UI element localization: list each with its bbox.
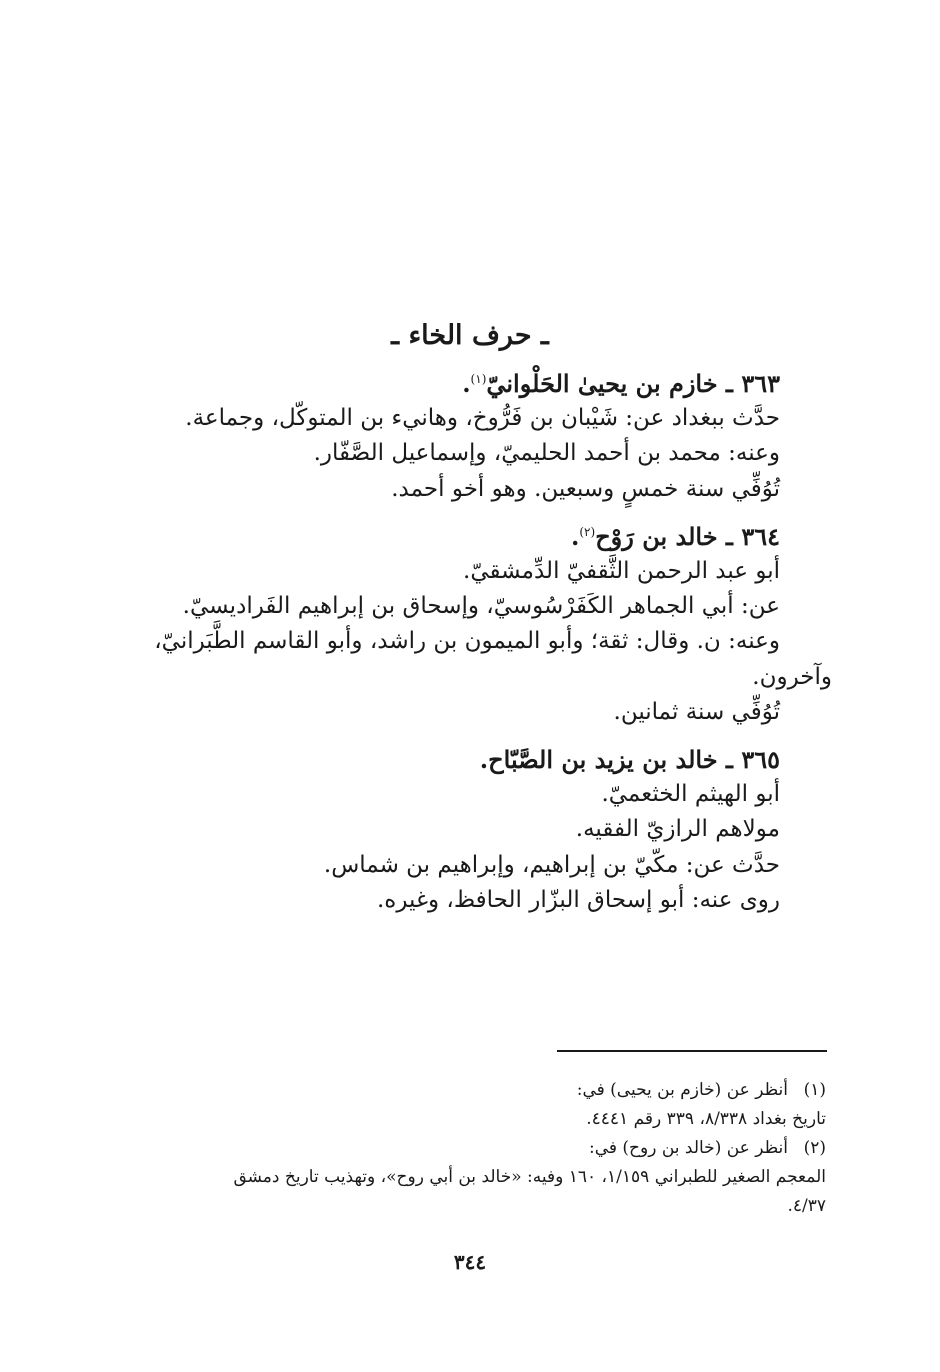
- title-period: .: [462, 369, 471, 398]
- entry-line: وعنه: ن. وقال: ثقة؛ وأبو الميمون بن راشد، وأبو القاسم الطَّبَرانيّ،: [154, 628, 780, 655]
- footnote-separator: [557, 1050, 827, 1052]
- entry-365: [100, 742, 780, 918]
- footnote-ref: (١): [470, 372, 487, 386]
- entry-line: تُوُفِّي سنة خمسٍ وسبعين. وهو أخو أحمد.: [391, 475, 780, 502]
- footnote-number: (١): [803, 1080, 826, 1100]
- entry-title-text: ٣٦٤ ـ خالد بن رَوْح: [595, 521, 780, 551]
- footnote-1: [108, 1076, 826, 1105]
- footnotes: [108, 1076, 826, 1221]
- entry-line: وعنه: محمد بن أحمد الحليميّ، وإسماعيل الصَّفّار.: [313, 440, 780, 467]
- spacer: [100, 507, 780, 519]
- page-number: ٣٤٤: [453, 1250, 487, 1274]
- entry-line: روى عنه: أبو إسحاق البزّار الحافظ، وغيره.: [376, 886, 780, 913]
- title-period: .: [479, 745, 489, 775]
- entry-line: تُوُفِّي سنة ثمانين.: [613, 698, 780, 725]
- entry-line: حدَّث عن: مكّيّ بن إبراهيم، وإبراهيم بن شماس.: [323, 851, 780, 878]
- title-period: .: [571, 521, 580, 551]
- footnote-line: تاريخ بغداد ٨/٣٣٨، ٣٣٩ رقم ٤٤٤١.: [586, 1109, 826, 1129]
- footnote-line: أنظر عن (خالد بن روح) في:: [588, 1138, 788, 1158]
- entry-line: حدَّث ببغداد عن: شَيْبان بن فَرُّوخ، وهانيء بن المتوكّل، وجماعة.: [185, 405, 780, 432]
- footnote-number: (٢): [803, 1138, 826, 1158]
- section-heading: ـ حرف الخاء ـ: [391, 320, 549, 351]
- entry-title: [100, 366, 780, 401]
- entry-364: [100, 519, 832, 730]
- entry-title: [100, 742, 780, 777]
- footnote-ref: (٢): [579, 524, 596, 539]
- entry-title-text: ٣٦٥ ـ خالد بن يزيد بن الصَّبّاح: [488, 745, 780, 775]
- footnote-line: المعجم الصغير للطبراني ١/١٥٩، ١٦٠ وفيه: «خالد بن أبي روح»، وتهذيب تاريخ دمشق: [233, 1167, 826, 1187]
- entry-line: مولاهم الرازيّ الفقيه.: [575, 816, 780, 843]
- entries-block: [100, 366, 832, 918]
- spacer: [100, 730, 780, 742]
- footnote-line: ٤/٣٧.: [787, 1196, 826, 1216]
- entry-line: عن: أبي الجماهر الكَفَرْسُوسيّ، وإسحاق بن إبراهيم الفَراديسيّ.: [182, 593, 780, 620]
- entry-line: أبو عبد الرحمن الثَّقفيّ الدِّمشقيّ.: [463, 558, 780, 585]
- entry-363: [100, 366, 780, 507]
- footnote-line: أنظر عن (خازم بن يحيى) في:: [576, 1080, 788, 1100]
- footnote-2: [108, 1134, 826, 1163]
- entry-line: وآخرون.: [752, 663, 832, 690]
- entry-line: أبو الهيثم الخثعميّ.: [601, 781, 780, 808]
- entry-title-text: ٣٦٣ ـ خازم بن يحيىٰ الحَلْوانيّ: [486, 369, 780, 398]
- entry-title: [100, 519, 780, 554]
